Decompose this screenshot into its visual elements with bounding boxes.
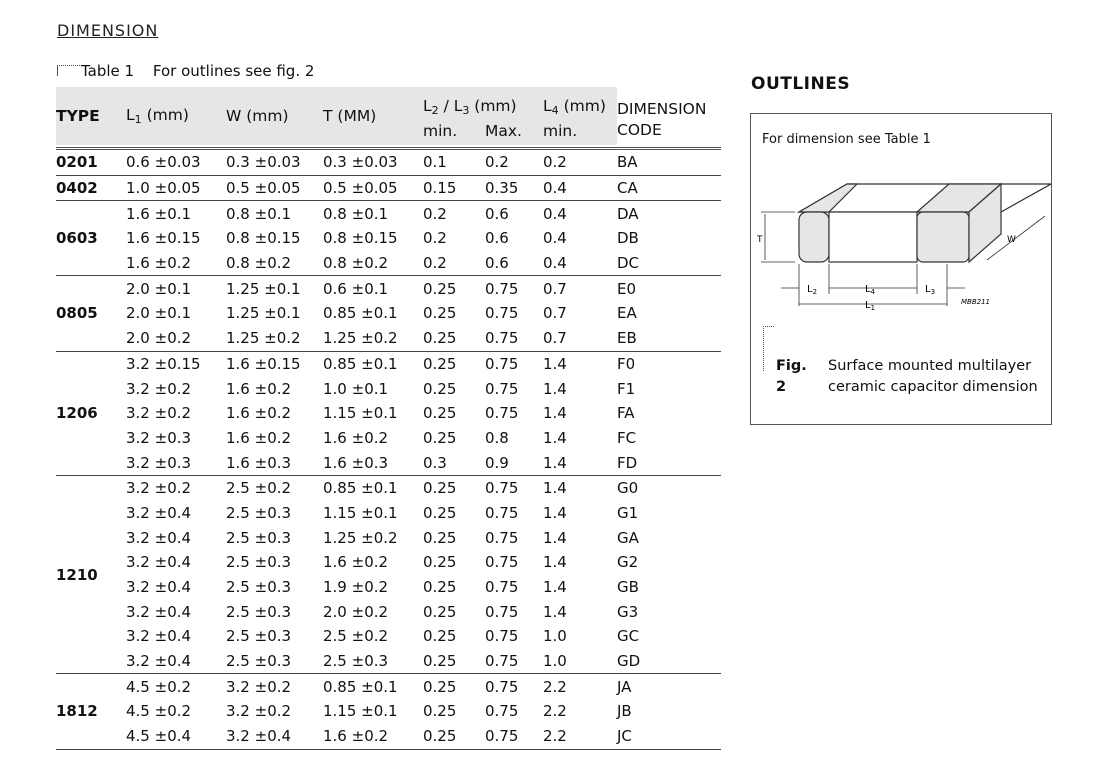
table-row — [56, 351, 721, 376]
cell-l23-max: 0.75 — [485, 602, 519, 621]
cell-t: 2.0 ±0.2 — [323, 602, 389, 621]
cell-code: GC — [617, 627, 640, 646]
cell-l4-min: 1.0 — [543, 649, 617, 674]
cell-l1: 4.5 ±0.2 — [126, 702, 192, 721]
dim-l3-label: $L_3$ — [925, 284, 936, 296]
table-row — [56, 326, 721, 351]
cell-l23-min: 0.25 — [423, 404, 457, 423]
cell-t: 1.6 ±0.2 — [323, 553, 389, 572]
cell-l4-min: 1.4 — [543, 602, 567, 621]
cell-l4-min: 2.2 — [543, 724, 617, 749]
cell-l23-min: 0.25 — [423, 528, 457, 547]
table-row — [56, 624, 721, 649]
cell-t: 1.25 ±0.2 — [323, 326, 423, 351]
cell-w: 2.5 ±0.2 — [226, 479, 292, 498]
cell-code: G3 — [617, 602, 639, 621]
table-row — [56, 226, 721, 251]
cell-l23-min: 0.2 — [423, 229, 447, 248]
cell-l23-max: 0.75 — [485, 279, 519, 298]
cell-l1: 3.2 ±0.4 — [126, 503, 192, 522]
cell-l4-min: 2.2 — [543, 677, 567, 696]
cell-t: 0.85 ±0.1 — [323, 479, 398, 498]
cell-l1: 3.2 ±0.2 — [126, 379, 192, 398]
cell-t: 1.6 ±0.2 — [323, 724, 423, 749]
cell-code: JC — [617, 724, 721, 749]
table-row — [56, 475, 721, 500]
cell-l4-min: 0.7 — [543, 279, 567, 298]
cell-code: E0 — [617, 279, 637, 298]
cell-code: GD — [617, 649, 721, 674]
cell-l23-min: 0.25 — [423, 578, 457, 597]
cell-l1: 3.2 ±0.4 — [126, 528, 192, 547]
dim-l4-label: $L_4$ — [865, 284, 876, 296]
cell-l1: 1.6 ±0.2 — [126, 251, 226, 276]
cell-t: 0.8 ±0.15 — [323, 229, 398, 248]
table-row — [56, 525, 721, 550]
table-row — [56, 149, 721, 176]
table-caption — [57, 62, 314, 80]
cell-l23-min: 0.25 — [423, 326, 485, 351]
dim-l2-label: $L_2$ — [807, 284, 818, 296]
header-l23-max: Max. — [485, 117, 543, 145]
cell-l23-min: 0.25 — [423, 479, 457, 498]
cell-type: 1206 — [56, 351, 126, 475]
cell-l23-min: 0.25 — [423, 724, 485, 749]
table-row — [56, 426, 721, 451]
cell-l4-min: 1.4 — [543, 379, 567, 398]
header-l4: $L_4$ (mm) — [543, 87, 617, 117]
cell-l23-min: 0.3 — [423, 450, 485, 475]
cell-l23-min: 0.25 — [423, 649, 485, 674]
caption-tick — [57, 65, 80, 76]
cell-l23-min: 0.25 — [423, 379, 457, 398]
cell-l4-min: 1.4 — [543, 354, 567, 373]
table-caption-text: For outlines see fig. 2 — [152, 62, 315, 80]
cell-l23-min: 0.15 — [423, 175, 485, 201]
table-row — [56, 376, 721, 401]
cell-l23-max: 0.75 — [485, 578, 519, 597]
cell-w: 2.5 ±0.3 — [226, 578, 292, 597]
cell-l1: 3.2 ±0.4 — [126, 649, 226, 674]
cell-code: GB — [617, 578, 639, 597]
cell-w: 1.6 ±0.15 — [226, 354, 301, 373]
cell-l1: 1.6 ±0.15 — [126, 229, 201, 248]
cell-l23-max: 0.75 — [485, 553, 519, 572]
cell-l1: 3.2 ±0.15 — [126, 354, 201, 373]
cell-l1: 4.5 ±0.2 — [126, 677, 192, 696]
cell-w: 0.8 ±0.15 — [226, 229, 301, 248]
cell-l4-min: 1.4 — [543, 553, 567, 572]
cell-t: 2.5 ±0.2 — [323, 627, 389, 646]
cell-l1: 1.6 ±0.1 — [126, 204, 192, 223]
table-row — [56, 599, 721, 624]
cell-l23-max: 0.75 — [485, 354, 519, 373]
cell-l23-max: 0.75 — [485, 503, 519, 522]
cell-code: EA — [617, 304, 637, 323]
cell-w: 1.25 ±0.1 — [226, 279, 301, 298]
cell-l23-max: 0.8 — [485, 428, 509, 447]
cell-t: 1.25 ±0.2 — [323, 528, 398, 547]
cell-l23-max: 0.75 — [485, 702, 519, 721]
cell-type: 0603 — [56, 201, 126, 276]
table-row — [56, 501, 721, 526]
header-dimension-code: DIMENSION CODE — [617, 100, 707, 139]
cell-l4-min: 1.4 — [543, 428, 567, 447]
cell-t: 0.3 ±0.03 — [323, 149, 423, 176]
header-row-1 — [56, 87, 721, 117]
cell-l23-max: 0.6 — [485, 229, 509, 248]
table-row — [56, 401, 721, 426]
cell-l23-max: 0.75 — [485, 326, 543, 351]
table-row — [56, 575, 721, 600]
cell-l1: 3.2 ±0.2 — [126, 479, 192, 498]
cell-w: 1.25 ±0.1 — [226, 304, 301, 323]
cell-code: BA — [617, 149, 721, 176]
cell-w: 3.2 ±0.2 — [226, 702, 292, 721]
cell-l4-min: 1.4 — [543, 528, 567, 547]
cell-w: 2.5 ±0.3 — [226, 602, 292, 621]
cell-l23-min: 0.2 — [423, 251, 485, 276]
cell-l23-min: 0.25 — [423, 627, 457, 646]
capacitor-drawing — [751, 164, 1051, 364]
cell-t: 0.8 ±0.1 — [323, 204, 389, 223]
cell-l23-min: 0.25 — [423, 553, 457, 572]
cell-l1: 4.5 ±0.4 — [126, 724, 226, 749]
cell-l23-max: 0.75 — [485, 627, 519, 646]
table-label: Table 1 — [81, 62, 135, 80]
dimension-table — [56, 87, 721, 750]
cell-t: 1.0 ±0.1 — [323, 379, 389, 398]
outlines-title: OUTLINES — [751, 74, 851, 94]
cell-l1: 0.6 ±0.03 — [126, 149, 226, 176]
cell-l4-min: 0.7 — [543, 304, 567, 323]
cell-w: 2.5 ±0.3 — [226, 627, 292, 646]
cell-l4-min: 0.4 — [543, 251, 617, 276]
header-l1: $L_1$ (mm) — [126, 87, 226, 145]
table-row — [56, 175, 721, 201]
cell-code: CA — [617, 175, 721, 201]
cell-l23-min: 0.25 — [423, 279, 457, 298]
cell-l4-min: 1.0 — [543, 627, 567, 646]
cell-w: 1.25 ±0.2 — [226, 326, 323, 351]
cell-type: 0201 — [56, 149, 126, 176]
cell-l1: 2.0 ±0.1 — [126, 304, 192, 323]
cell-type: 0805 — [56, 276, 126, 351]
cell-l23-min: 0.25 — [423, 702, 457, 721]
cell-l4-min: 1.4 — [543, 404, 567, 423]
cell-l23-min: 0.25 — [423, 677, 457, 696]
cell-t: 0.5 ±0.05 — [323, 175, 423, 201]
cell-w: 2.5 ±0.3 — [226, 528, 292, 547]
cell-l23-max: 0.6 — [485, 251, 543, 276]
cell-l23-max: 0.6 — [485, 204, 509, 223]
cell-code: G2 — [617, 553, 639, 572]
cell-t: 1.6 ±0.2 — [323, 428, 389, 447]
cell-l1: 3.2 ±0.4 — [126, 578, 192, 597]
cell-l1: 3.2 ±0.4 — [126, 553, 192, 572]
cell-l23-min: 0.25 — [423, 354, 457, 373]
cell-l23-max: 0.75 — [485, 304, 519, 323]
cell-l1: 3.2 ±0.4 — [126, 627, 192, 646]
cell-w: 0.8 ±0.1 — [226, 204, 292, 223]
header-l4-min: min. — [543, 117, 617, 145]
cell-l23-min: 0.1 — [423, 149, 485, 176]
cell-l4-min: 0.4 — [543, 229, 567, 248]
drawing-code: MBB211 — [961, 298, 991, 306]
table-row — [56, 674, 721, 699]
cell-l23-max: 0.75 — [485, 479, 519, 498]
cell-l4-min: 0.4 — [543, 175, 617, 201]
table-row — [56, 251, 721, 276]
outline-figure-box — [750, 113, 1052, 425]
cell-code: F0 — [617, 354, 636, 373]
cell-w: 2.5 ±0.3 — [226, 553, 292, 572]
dim-t-label: T — [757, 235, 763, 245]
cell-code: FA — [617, 404, 635, 423]
header-l2-l3: $L_2 / L_3$ (mm) — [423, 87, 543, 117]
cell-t: 0.85 ±0.1 — [323, 354, 398, 373]
cell-l23-max: 0.35 — [485, 175, 543, 201]
cell-l4-min: 0.7 — [543, 326, 617, 351]
cell-t: 0.8 ±0.2 — [323, 251, 423, 276]
cell-code: GA — [617, 528, 639, 547]
cell-w: 0.8 ±0.2 — [226, 251, 323, 276]
cell-l1: 3.2 ±0.4 — [126, 602, 192, 621]
cell-t: 1.15 ±0.1 — [323, 702, 398, 721]
cell-l4-min: 1.4 — [543, 450, 617, 475]
cell-l23-max: 0.75 — [485, 677, 519, 696]
cell-code: DA — [617, 204, 639, 223]
cell-t: 0.85 ±0.1 — [323, 304, 398, 323]
table-row — [56, 201, 721, 226]
table-row — [56, 699, 721, 724]
cell-type: 0402 — [56, 175, 126, 201]
cell-t: 1.15 ±0.1 — [323, 503, 398, 522]
cell-l23-max: 0.9 — [485, 450, 543, 475]
cell-type: 1812 — [56, 674, 126, 749]
cell-l23-max: 0.75 — [485, 649, 543, 674]
fig-label: Fig. 2 — [776, 358, 807, 395]
cell-l23-max: 0.2 — [485, 149, 543, 176]
cell-t: 1.9 ±0.2 — [323, 578, 389, 597]
cell-l23-max: 0.75 — [485, 379, 519, 398]
table-row — [56, 724, 721, 749]
cell-w: 1.6 ±0.2 — [226, 379, 292, 398]
cell-l23-min: 0.2 — [423, 204, 447, 223]
section-heading: DIMENSION — [57, 21, 159, 40]
table-row — [56, 550, 721, 575]
cell-w: 1.6 ±0.3 — [226, 450, 323, 475]
cell-w: 0.5 ±0.05 — [226, 175, 323, 201]
cell-l1: 3.2 ±0.3 — [126, 450, 226, 475]
table-row — [56, 649, 721, 674]
cell-l23-max: 0.75 — [485, 724, 543, 749]
table-row — [56, 276, 721, 301]
cell-w: 2.5 ±0.3 — [226, 649, 323, 674]
cell-code: F1 — [617, 379, 636, 398]
cell-l23-min: 0.25 — [423, 503, 457, 522]
cell-l4-min: 1.4 — [543, 503, 567, 522]
cell-l23-min: 0.25 — [423, 602, 457, 621]
fig-text: Surface mounted multilayer ceramic capacitor dimension — [828, 358, 1038, 395]
cell-code: DB — [617, 229, 639, 248]
cell-code: JA — [617, 677, 632, 696]
cell-w: 2.5 ±0.3 — [226, 503, 292, 522]
cell-l4-min: 1.4 — [543, 479, 567, 498]
cell-l1: 2.0 ±0.2 — [126, 326, 226, 351]
cell-l1: 3.2 ±0.3 — [126, 428, 192, 447]
cell-type: 1210 — [56, 475, 126, 674]
dim-w-label: W — [1007, 235, 1016, 245]
cell-l23-max: 0.75 — [485, 404, 519, 423]
cell-l1: 2.0 ±0.1 — [126, 279, 192, 298]
header-w: W (mm) — [226, 87, 323, 145]
cell-l23-min: 0.25 — [423, 428, 457, 447]
cell-l23-min: 0.25 — [423, 304, 457, 323]
outline-note: For dimension see Table 1 — [762, 132, 931, 147]
cell-t: 2.5 ±0.3 — [323, 649, 423, 674]
cell-l23-max: 0.75 — [485, 528, 519, 547]
cell-l1: 3.2 ±0.2 — [126, 404, 192, 423]
cell-w: 3.2 ±0.4 — [226, 724, 323, 749]
cell-l4-min: 0.2 — [543, 149, 617, 176]
table-row — [56, 301, 721, 326]
cell-t: 1.15 ±0.1 — [323, 404, 398, 423]
fig-caption-tick — [763, 326, 774, 371]
cell-code: FC — [617, 428, 637, 447]
cell-code: JB — [617, 702, 632, 721]
cell-code: G1 — [617, 503, 639, 522]
cell-code: G0 — [617, 479, 639, 498]
cell-l1: 1.0 ±0.05 — [126, 175, 226, 201]
dim-l1-label: $L_1$ — [865, 300, 876, 312]
cell-code: EB — [617, 326, 721, 351]
cell-w: 0.3 ±0.03 — [226, 149, 323, 176]
cell-t: 1.6 ±0.3 — [323, 450, 423, 475]
table-row — [56, 450, 721, 475]
header-l23-min: min. — [423, 117, 485, 145]
cell-t: 0.6 ±0.1 — [323, 279, 389, 298]
header-type: TYPE — [56, 87, 126, 145]
cell-w: 3.2 ±0.2 — [226, 677, 292, 696]
cell-w: 1.6 ±0.2 — [226, 428, 292, 447]
cell-code: FD — [617, 450, 721, 475]
cell-t: 0.85 ±0.1 — [323, 677, 398, 696]
cell-w: 1.6 ±0.2 — [226, 404, 292, 423]
header-t: T (MM) — [323, 87, 423, 145]
cell-l4-min: 0.4 — [543, 204, 567, 223]
cell-code: DC — [617, 251, 721, 276]
cell-l4-min: 1.4 — [543, 578, 567, 597]
cell-l4-min: 2.2 — [543, 702, 567, 721]
table-body — [56, 149, 721, 750]
